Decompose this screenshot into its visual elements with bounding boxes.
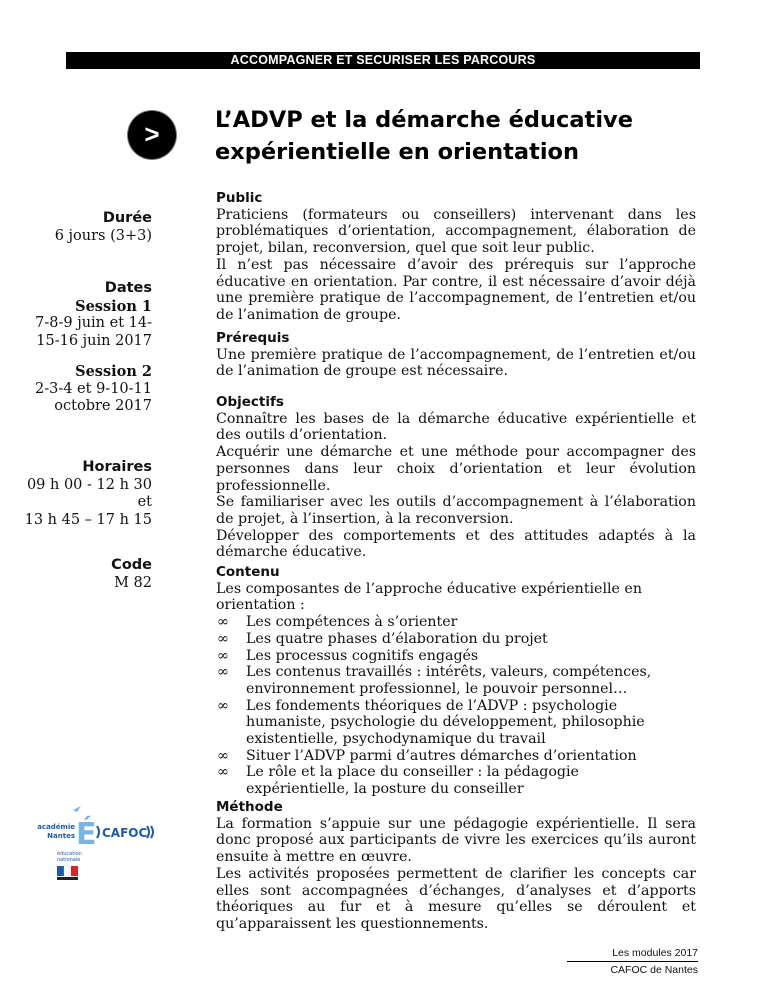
footer-modules: Les modules 2017 — [612, 947, 698, 959]
logo-academie: académie — [37, 823, 75, 831]
public-section — [216, 190, 696, 324]
footer-cafoc: CAFOC de Nantes — [610, 964, 698, 976]
public-paragraph-2: Il n’est pas nécessaire d’avoir des prérequis sur l’approche éducative en orientation. Par contre, il est nécessaire d’avoir déjà une première pratique de l’accompagnement, de l’entretien et/ou de l’animation de groupe. — [216, 256, 696, 323]
code-value: M 82 — [114, 574, 152, 591]
prerequis-heading: Prérequis — [216, 330, 290, 346]
list-item: ∞ Les quatre phases d’élaboration du projet — [216, 631, 696, 648]
list-item: ∞ Le rôle et la place du conseiller : la pédagogie expérientielle, la posture du conseiller — [216, 764, 696, 797]
horaires-label: Horaires — [82, 459, 152, 475]
logo-cafoc: CAFOC — [102, 826, 148, 840]
list-item: ∞ Les fondements théoriques de l’ADVP : psychologie humaniste, psychologie du développement, philosophie existentielle, psychodynamique du travail — [216, 698, 696, 748]
prerequis-paragraph: Une première pratique de l’accompagnement, de l’entretien et/ou de l’animation de groupe est nécessaire. — [216, 346, 696, 380]
footer — [567, 946, 698, 977]
horaires-block — [25, 459, 152, 529]
session2-label: Session 2 — [75, 363, 152, 380]
objectif-item: Développer des comportements et des attitudes adaptés à la démarche éducative. — [216, 527, 696, 561]
methode-paragraph-2: Les activités proposées permettent de clarifier les concepts car elles sont accompagnées d’échanges, d’analyses et d’apports théoriques au fur et à mesure qu’elles se déroulent et qu’apparaissent les questionnements. — [216, 865, 696, 932]
session2-dates-line1: 2-3-4 et 9-10-11 — [34, 380, 152, 397]
session2-dates-line2: octobre 2017 — [54, 398, 152, 414]
session1-label: Session 1 — [75, 297, 152, 315]
duree-value: 6 jours (3+3) — [54, 227, 152, 244]
session1-dates-line1: 7-8-9 juin et 14- — [35, 315, 152, 331]
list-item: ∞ Les contenus travaillés : intérêts, valeurs, compétences, environnement professionnel, le pouvoir personnel… — [216, 664, 696, 697]
logo-accent-shape — [73, 806, 81, 812]
objectifs-heading: Objectifs — [216, 394, 284, 410]
contenu-list — [216, 614, 696, 798]
dates-block — [35, 280, 152, 350]
duree-label: Durée — [102, 210, 152, 226]
methode-section — [216, 799, 696, 933]
methode-heading: Méthode — [216, 799, 283, 815]
logo-letter: É — [76, 817, 97, 852]
chevron-right-icon: > — [128, 111, 176, 159]
public-paragraph-1: Praticiens (formateurs ou conseillers) intervenant dans les problématiques d’orientation, accompagnement, élaboration de projet, bilan, reconversion, quel que soit leur public. — [216, 206, 696, 257]
objectif-item: Connaître les bases de la démarche éducative expérientielle et des outils d’orientation. — [216, 410, 696, 444]
list-item: ∞ Les processus cognitifs engagés — [216, 648, 696, 665]
contenu-section — [216, 564, 696, 798]
title-line-2: expérientielle en orientation — [215, 139, 580, 165]
objectifs-section — [216, 394, 696, 561]
code-label: Code — [111, 557, 152, 573]
session2-block — [35, 363, 152, 416]
duree-block — [55, 210, 152, 245]
methode-paragraph-1: La formation s’appuie sur une pédagogie expérientielle. Il sera donc proposé aux participants de vivre les exercices qu’ils auront ensuite à mettre en œuvre. — [216, 815, 696, 866]
list-item: ∞ Les compétences à s’orienter — [216, 614, 696, 631]
logo-ministry-1: éducation — [57, 851, 82, 857]
list-item: ∞ Situer l’ADVP parmi d’autres démarches d’orientation — [216, 748, 696, 765]
prerequis-section — [216, 330, 696, 380]
public-heading: Public — [216, 190, 263, 206]
horaires-and: et — [137, 494, 152, 510]
horaires-afternoon: 13 h 45 – 17 h 15 — [24, 511, 152, 528]
logo-nantes: Nantes — [47, 832, 75, 840]
page-title — [215, 104, 695, 168]
logo-bracket-right-2 — [151, 826, 153, 838]
contenu-intro: Les composantes de l’approche éducative expérientielle en orientation : — [216, 580, 642, 614]
objectif-item: Se familiariser avec les outils d’accompagnement à l’élaboration de projet, à l’insertion, à la reconversion. — [216, 494, 696, 527]
footer-divider — [567, 961, 698, 962]
title-line-1: L’ADVP et la démarche éducative — [215, 107, 633, 133]
dates-label: Dates — [104, 280, 152, 296]
session1-dates-line2: 15-16 juin 2017 — [36, 332, 152, 349]
section-banner: ACCOMPAGNER ET SECURISER LES PARCOURS — [66, 52, 700, 69]
code-block — [111, 557, 152, 592]
academie-cafoc-logo — [37, 806, 165, 886]
french-flag-icon — [57, 866, 78, 880]
contenu-heading: Contenu — [216, 564, 280, 580]
horaires-morning: 09 h 00 - 12 h 30 — [26, 476, 152, 493]
objectif-item: Acquérir une démarche et une méthode pour accompagner des personnes dans leur choix d’orientation et leur évolution professionnelle. — [216, 444, 696, 494]
logo-ministry-2: nationale — [57, 857, 81, 863]
logo-bracket-left — [97, 826, 99, 838]
